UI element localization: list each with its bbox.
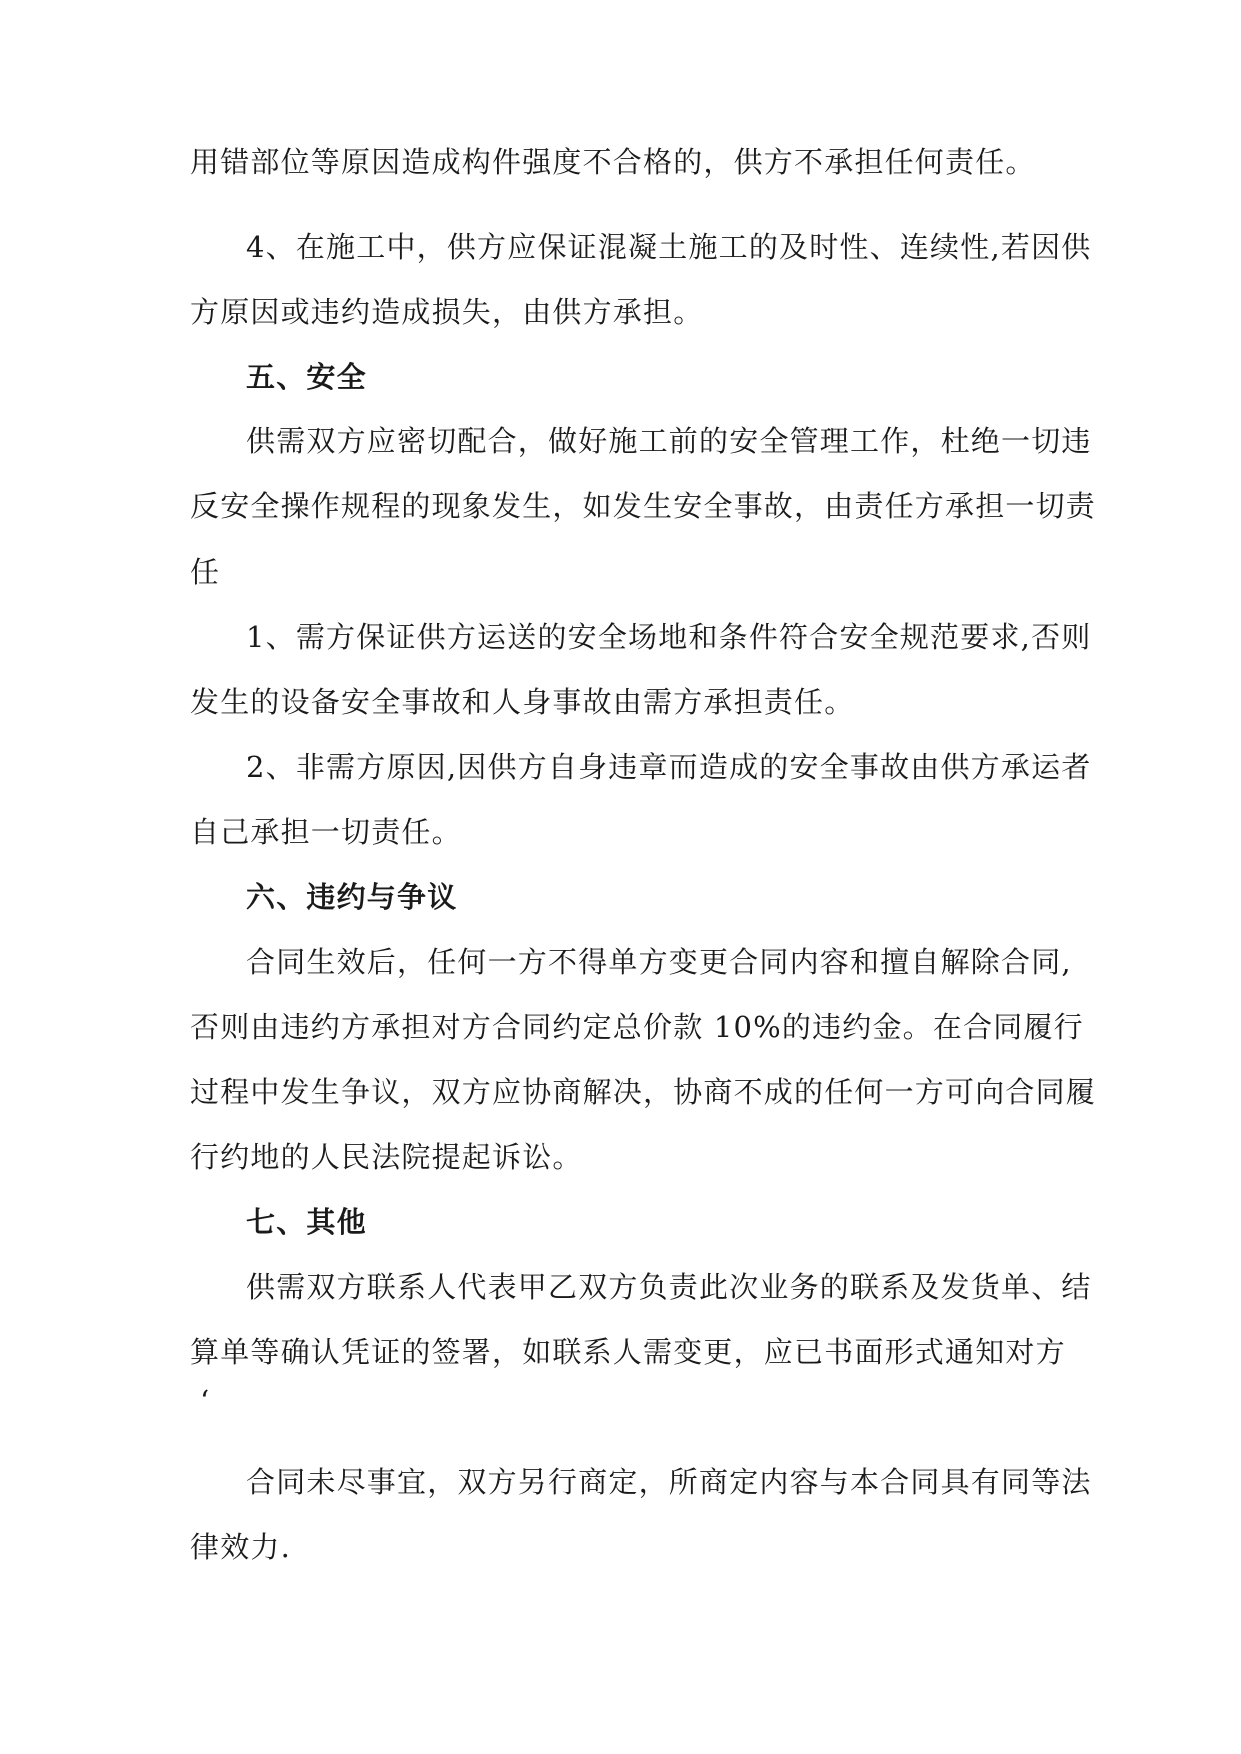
paragraph-line: 4、在施工中，供方应保证混凝土施工的及时性、连续性,若因供: [246, 230, 1092, 264]
paragraph-line: 供需双方联系人代表甲乙双方负责此次业务的联系及发货单、结: [246, 1270, 1092, 1304]
paragraph-line: 算单等确认凭证的签署，如联系人需变更，应已书面形式通知对方: [190, 1335, 1066, 1369]
paragraph-line: 方原因或违约造成损失，由供方承担。: [190, 295, 704, 329]
section-heading: 六、违约与争议: [246, 880, 458, 914]
paragraph-line: 律效力.: [190, 1530, 292, 1564]
paragraph-line: 发生的设备安全事故和人身事故由需方承担责任。: [190, 685, 855, 719]
paragraph-line: 合同未尽事宜，双方另行商定，所商定内容与本合同具有同等法: [246, 1465, 1092, 1499]
paragraph-line: 2、非需方原因,因供方自身违章而造成的安全事故由供方承运者: [246, 750, 1092, 784]
paragraph-line: 过程中发生争议，双方应协商解决，协商不成的任何一方可向合同履: [190, 1075, 1097, 1109]
paragraph-line: 1、需方保证供方运送的安全场地和条件符合安全规范要求,否则: [246, 620, 1092, 654]
section-heading: 七、其他: [246, 1205, 367, 1239]
paragraph-line: 否则由违约方承担对方合同约定总价款 10%的违约金。在合同履行: [190, 1010, 1084, 1044]
section-heading: 五、安全: [246, 360, 367, 394]
paragraph-line: 供需双方应密切配合，做好施工前的安全管理工作，杜绝一切违: [246, 424, 1092, 458]
paragraph-line: 任: [190, 555, 221, 589]
paragraph-line: 自己承担一切责任。: [190, 815, 462, 849]
paragraph-line: 反安全操作规程的现象发生，如发生安全事故，由责任方承担一切责: [190, 489, 1097, 523]
paragraph-line: ‘: [200, 1384, 211, 1418]
paragraph-line: 行约地的人民法院提起诉讼。: [190, 1140, 583, 1174]
paragraph-line: 合同生效后，任何一方不得单方变更合同内容和擅自解除合同,: [246, 945, 1072, 979]
paragraph-line: 用错部位等原因造成构件强度不合格的，供方不承担任何责任。: [190, 145, 1036, 179]
